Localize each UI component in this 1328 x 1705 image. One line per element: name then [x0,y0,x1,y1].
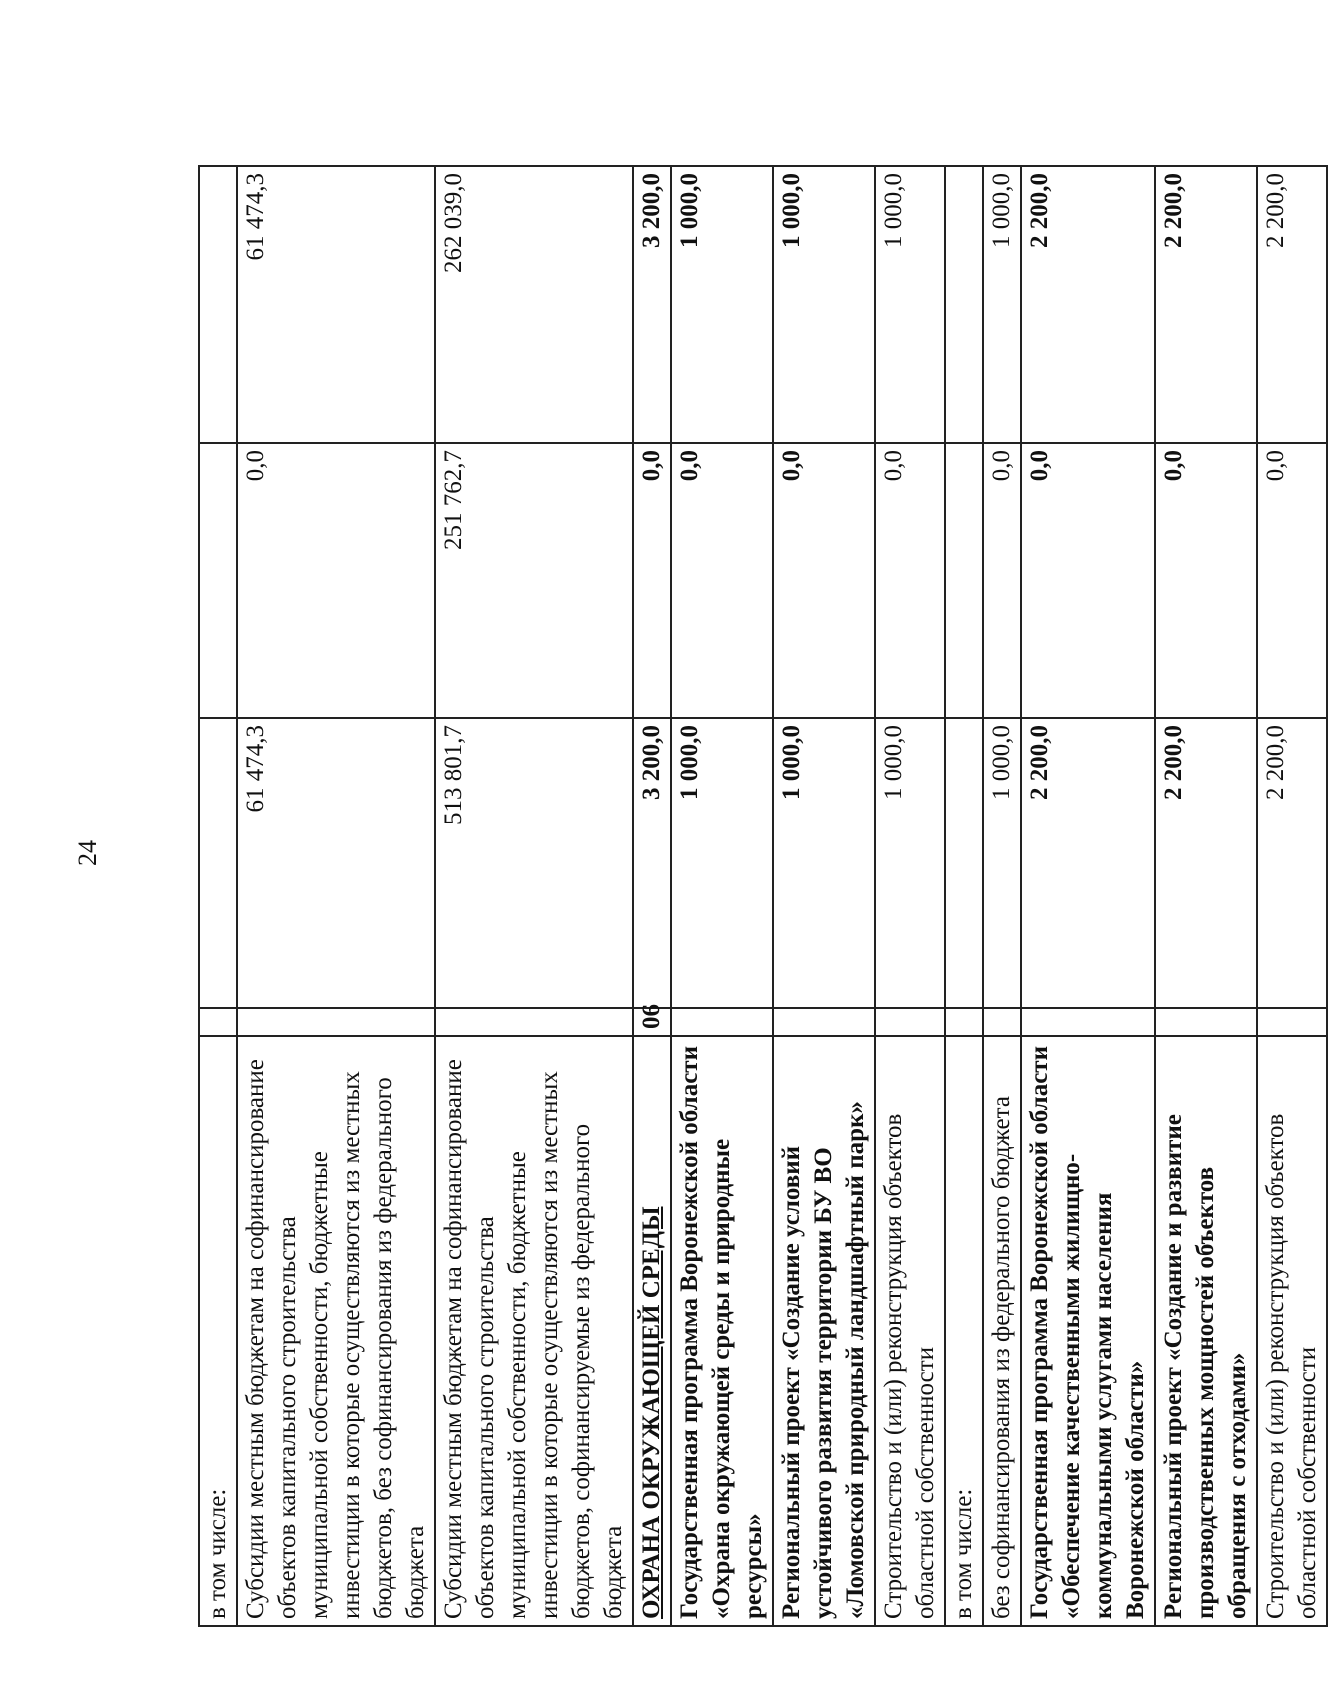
budget-table [198,165,1328,1627]
row-value-cell-3: 1 000,0 [773,166,875,443]
row-value-cell-3: 1 000,0 [875,166,945,443]
row-name-cell: Региональный проект «Создание и развитие производственных мощностей объектов обращения с отходами» [1155,1036,1257,1626]
row-value-cell-2: 0,0 [1257,443,1327,718]
row-code-cell [773,1008,875,1036]
row-name-cell: ОХРАНА ОКРУЖАЮЩЕЙ СРЕДЫ [633,1036,671,1626]
row-value-cell-1: 2 200,0 [1021,718,1155,1008]
table-row [1257,166,1327,1626]
table-row [945,166,983,1626]
row-value-cell-3 [199,166,237,443]
row-value-cell-3: 61 474,3 [237,166,435,443]
row-value-cell-1: 1 000,0 [875,718,945,1008]
row-value-cell-3 [945,166,983,443]
row-value-cell-1: 1 000,0 [983,718,1021,1008]
row-value-cell-3: 1 000,0 [983,166,1021,443]
row-code-cell [1021,1008,1155,1036]
row-value-cell-3: 3 200,0 [633,166,671,443]
row-value-cell-3: 2 200,0 [1021,166,1155,443]
row-value-cell-3: 2 200,0 [1155,166,1257,443]
row-name-cell: Субсидии местным бюджетам на софинансирование объектов капитального строительства муниципальной собственности, бюджетные инвестиции в которые осуществляются из местных бюджетов, без софинансирования из федерального бюджета [237,1036,435,1626]
row-name-cell: Государственная программа Воронежской области «Обеспечение качественными жилищно-коммунальными услугами населения Воронежской области» [1021,1036,1155,1626]
row-value-cell-3: 1 000,0 [671,166,773,443]
table-row [1021,166,1155,1626]
row-code-cell [945,1008,983,1036]
row-value-cell-3: 2 200,0 [1257,166,1327,443]
row-value-cell-1: 61 474,3 [237,718,435,1008]
page-number: 24 [73,840,102,866]
table-row [633,166,671,1626]
row-name-cell: Государственная программа Воронежской области «Охрана окружающей среды и природные ресурсы» [671,1036,773,1626]
row-value-cell-2: 0,0 [671,443,773,718]
table-row [199,166,237,1626]
row-code-cell [983,1008,1021,1036]
row-value-cell-2: 0,0 [633,443,671,718]
row-code-cell [875,1008,945,1036]
table-row [875,166,945,1626]
row-code-cell [199,1008,237,1036]
row-value-cell-2: 0,0 [1155,443,1257,718]
row-value-cell-2: 0,0 [875,443,945,718]
table-row [1155,166,1257,1626]
table-row [237,166,435,1626]
row-value-cell-1 [199,718,237,1008]
row-value-cell-2 [945,443,983,718]
budget-table-body [199,166,1327,1626]
row-name-cell: в том числе: [199,1036,237,1626]
row-value-cell-3: 262 039,0 [435,166,633,443]
row-value-cell-2 [199,443,237,718]
row-name-cell: Региональный проект «Создание условий устойчивого развития территории БУ ВО «Ломовской природный ландшафтный парк» [773,1036,875,1626]
row-name-cell: без софинансирования из федерального бюджета [983,1036,1021,1626]
row-name-cell: Субсидии местным бюджетам на софинансирование объектов капитального строительства муниципальной собственности, бюджетные инвестиции в которые осуществляются из местных бюджетов, софинансируемые из федерального бюджета [435,1036,633,1626]
row-code-cell [237,1008,435,1036]
rotated-table-wrapper [198,167,1321,1627]
row-code-cell [1155,1008,1257,1036]
row-name-cell: Строительство и (или) реконструкция объектов областной собственности [875,1036,945,1626]
row-code-cell [435,1008,633,1036]
row-value-cell-2: 251 762,7 [435,443,633,718]
row-value-cell-1 [945,718,983,1008]
row-value-cell-1: 2 200,0 [1155,718,1257,1008]
row-value-cell-2: 0,0 [773,443,875,718]
row-value-cell-1: 2 200,0 [1257,718,1327,1008]
row-code-cell: 06 [633,1008,671,1036]
row-code-cell [1257,1008,1327,1036]
table-row [671,166,773,1626]
row-code-cell [671,1008,773,1036]
table-row [773,166,875,1626]
table-row [435,166,633,1626]
row-value-cell-2: 0,0 [983,443,1021,718]
row-value-cell-1: 513 801,7 [435,718,633,1008]
row-value-cell-1: 3 200,0 [633,718,671,1008]
row-value-cell-1: 1 000,0 [773,718,875,1008]
row-name-cell: в том числе: [945,1036,983,1626]
row-name-cell: Строительство и (или) реконструкция объектов областной собственности [1257,1036,1327,1626]
table-row [983,166,1021,1626]
row-value-cell-2: 0,0 [237,443,435,718]
row-value-cell-1: 1 000,0 [671,718,773,1008]
row-value-cell-2: 0,0 [1021,443,1155,718]
